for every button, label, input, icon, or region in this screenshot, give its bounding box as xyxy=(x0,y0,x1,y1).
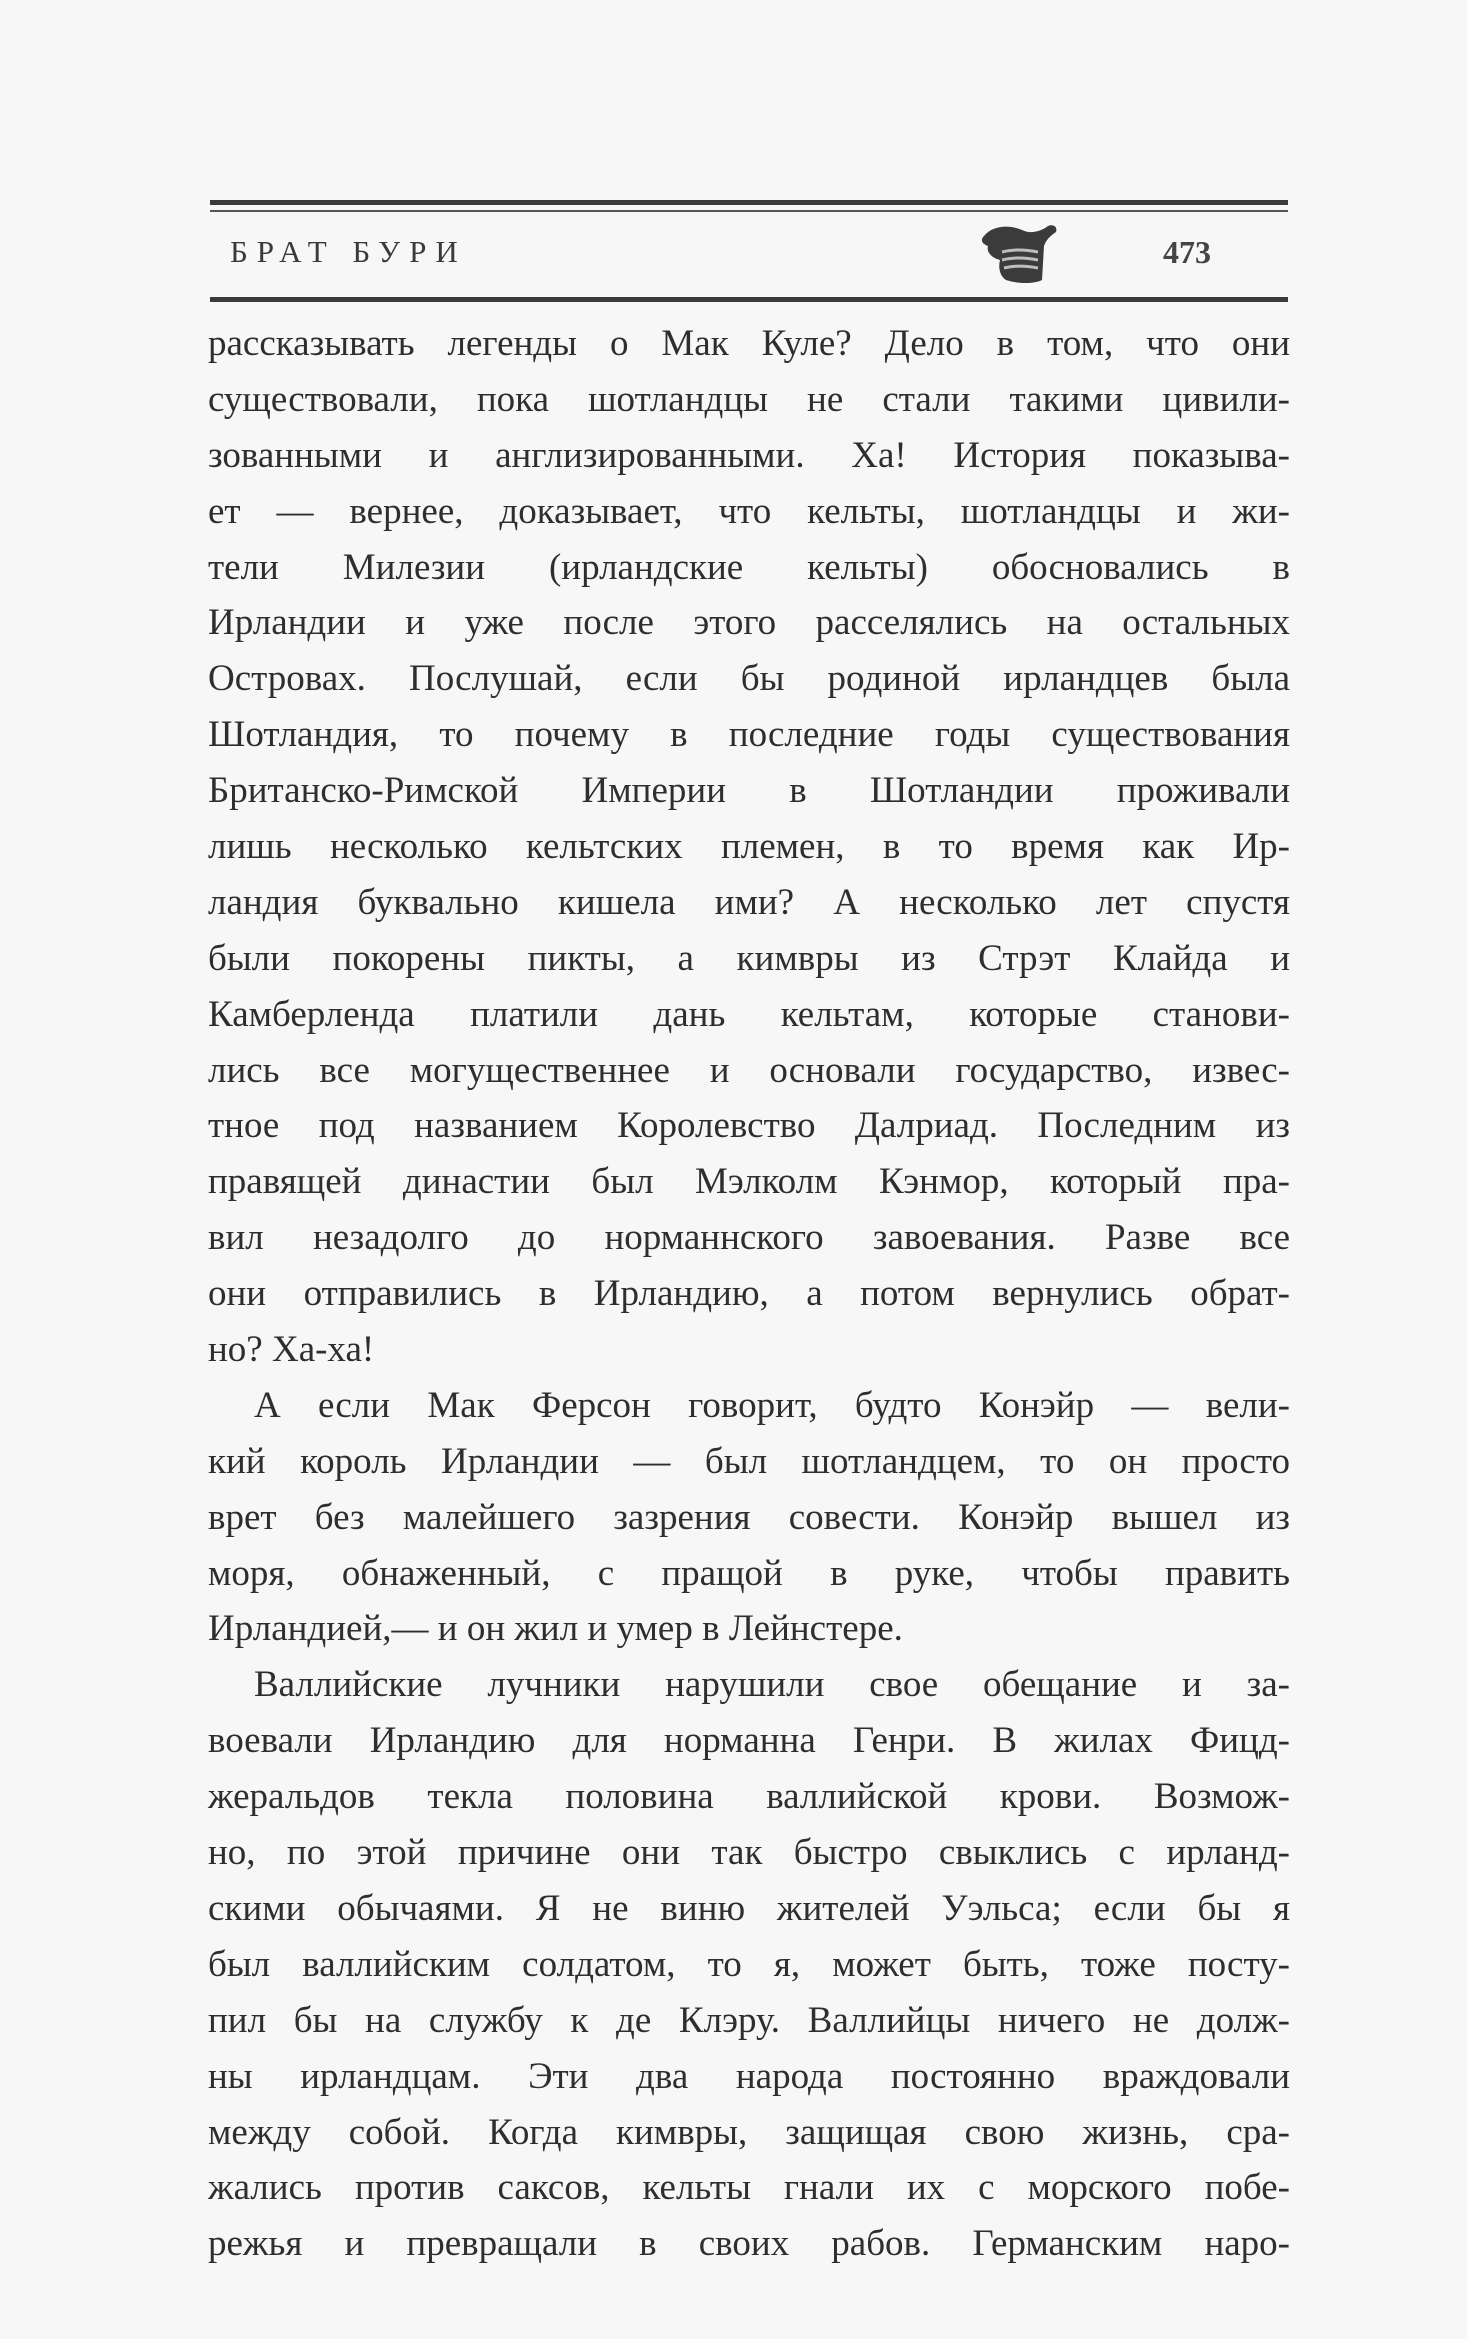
header-rule-top-thin xyxy=(210,210,1288,212)
text-line: жались против саксов, кельты гнали их с морского побе- xyxy=(208,2167,1290,2209)
text-line: врет без малейшего зазрения совести. Конэйр вышел из xyxy=(208,1496,1290,1538)
running-title: БРАТ БУРИ xyxy=(230,234,467,269)
text-line: правящей династии был Мэлколм Кэнмор, который пра- xyxy=(208,1161,1290,1203)
header-rule-bottom xyxy=(210,297,1288,302)
text-line: но, по этой причине они так быстро свыклись с ирланд- xyxy=(208,1832,1290,1874)
text-line: скими обычаями. Я не виню жителей Уэльса; если бы я xyxy=(208,1887,1290,1929)
text-line: А если Мак Ферсон говорит, будто Конэйр — вели- xyxy=(254,1384,1290,1426)
text-line: между собой. Когда кимвры, защищая свою жизнь, сра- xyxy=(208,2111,1290,2153)
text-line: ландия буквально кишела ими? А несколько лет спустя xyxy=(208,881,1290,923)
text-line: но? Ха-ха! xyxy=(208,1329,375,1371)
text-line: вил незадолго до норманнского завоевания. Разве все xyxy=(208,1217,1290,1259)
text-line: тное под названием Королевство Далриад. Последним из xyxy=(208,1105,1290,1147)
text-line: они отправились в Ирландию, а потом вернулись обрат- xyxy=(208,1273,1290,1315)
text-line: моря, обнаженный, с пращой в руке, чтобы править xyxy=(208,1552,1290,1594)
text-line: рассказывать легенды о Мак Куле? Дело в том, что они xyxy=(208,323,1290,364)
ornamental-flourish-icon xyxy=(978,222,1068,288)
text-line: были покорены пикты, а кимвры из Стрэт Клайда и xyxy=(208,937,1290,979)
text-line: зованными и англизированными. Ха! История показыва- xyxy=(208,434,1290,476)
header-rule-top xyxy=(210,200,1288,205)
text-line: Валлийские лучники нарушили свое обещание и за- xyxy=(254,1664,1290,1706)
text-line: режья и превращали в своих рабов. Германским наро- xyxy=(208,2223,1290,2265)
text-line: Островах. Послушай, если бы родиной ирландцев была xyxy=(208,658,1290,700)
text-line: кий король Ирландии — был шотландцем, то он просто xyxy=(208,1440,1290,1482)
text-line: был валлийским солдатом, то я, может быть, тоже посту- xyxy=(208,1943,1290,1985)
text-line: ет — вернее, доказывает, что кельты, шотландцы и жи- xyxy=(208,490,1290,532)
page-number: 473 xyxy=(1163,234,1211,270)
text-line: Ирландии и уже после этого расселялись на остальных xyxy=(208,602,1290,644)
text-line: жеральдов текла половина валлийской крови. Возмож- xyxy=(208,1776,1290,1818)
text-line: Ирландией,— и он жил и умер в Лейнстере. xyxy=(208,1608,903,1650)
page-body-text xyxy=(208,316,1290,2272)
text-line: Шотландия, то почему в последние годы существования xyxy=(208,714,1290,756)
text-line: лишь несколько кельтских племен, в то время как Ир- xyxy=(208,826,1290,868)
text-line: ны ирландцам. Эти два народа постоянно враждовали xyxy=(208,2055,1290,2097)
text-line: Камберленда платили дань кельтам, которые станови- xyxy=(208,993,1290,1035)
text-line: Британско-Римской Империи в Шотландии проживали xyxy=(208,770,1290,812)
text-line: воевали Ирландию для норманна Генри. В жилах Фицд- xyxy=(208,1720,1290,1762)
text-line: тели Милезии (ирландские кельты) обосновались в xyxy=(208,546,1290,588)
text-line: лись все могущественнее и основали государство, извес- xyxy=(208,1049,1290,1091)
text-line: пил бы на службу к де Клэру. Валлийцы ничего не долж- xyxy=(208,1999,1290,2041)
text-line: существовали, пока шотландцы не стали такими цивили- xyxy=(208,378,1290,420)
